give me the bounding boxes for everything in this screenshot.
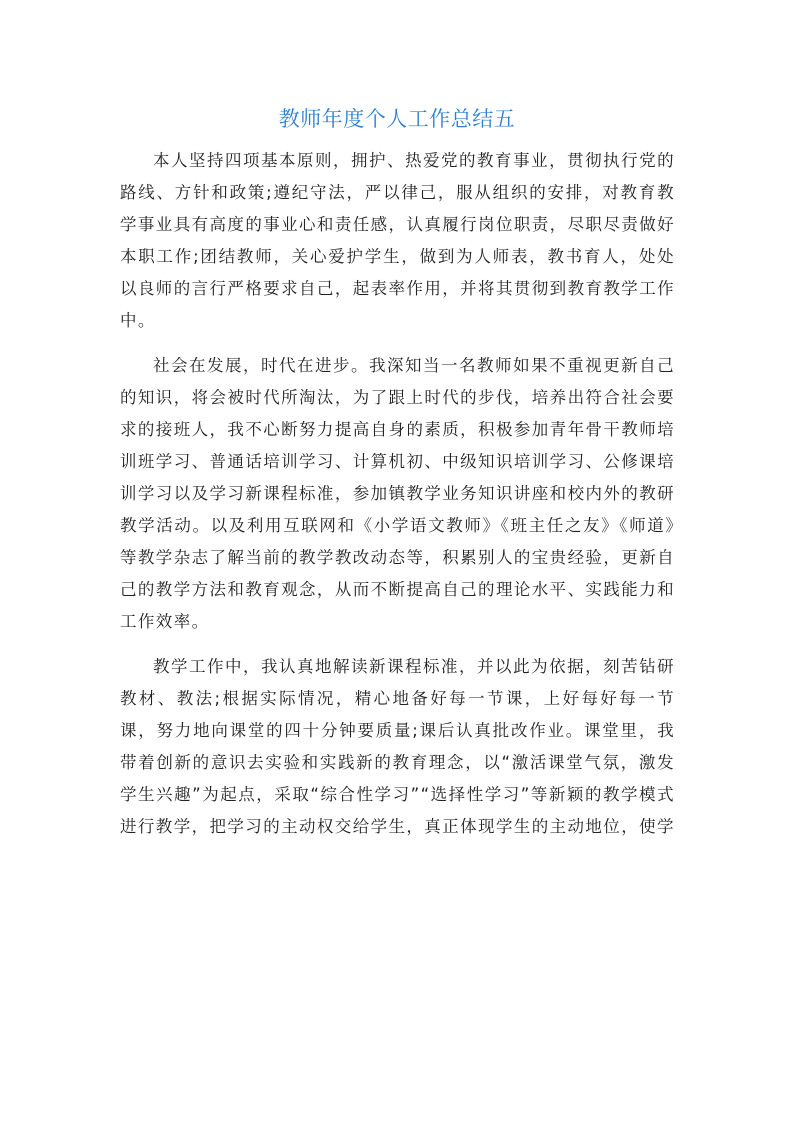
document-body bbox=[120, 145, 675, 856]
paragraph-3: 教学工作中，我认真地解读新课程标准，并以此为依据，刻苦钻研教材、教法;根据实际情况，精心地备好每一节课，上好每好每一节课，努力地向课堂的四十分钟要质量;课后认真批改作业。课堂里，我带着创新的意识去实验和实践新的教育理念，以“激活课堂气氛，激发学生兴趣”为起点，采取“综合性学习”“选择性学习”等新颖的教学模式进行教学，把学习的主动权交给学生，真正体现学生的主动地位，使学 bbox=[120, 657, 675, 836]
paragraph-1: 本人坚持四项基本原则，拥护、热爱党的教育事业，贯彻执行党的路线、方针和政策;遵纪守法，严以律己，服从组织的安排，对教育教学事业具有高度的事业心和责任感，认真履行岗位职责，尽职尽责做好本职工作;团结教师，关心爱护学生，做到为人师表，教书育人，处处以良师的言行严格要求自己，起表率作用，并将其贯彻到教育教学工作中。 bbox=[120, 151, 675, 330]
document-title: 教师年度个人工作总结五 bbox=[278, 107, 516, 131]
paragraph-2: 社会在发展，时代在进步。我深知当一名教师如果不重视更新自己的知识，将会被时代所淘汰，为了跟上时代的步伐，培养出符合社会要求的接班人，我不心断努力提高自身的素质，积极参加青年骨干教师培训班学习、普通话培训学习、计算机初、中级知识培训学习、公修课培训学习以及学习新课程标准，参加镇教学业务知识讲座和校内外的教研教学活动。以及利用互联网和《小学语文教师》《班主任之友》《师道》等教学杂志了解当前的教学教改动态等，积累别人的宝贵经验，更新自己的教学方法和教育观念，从而不断提高自己的理论水平、实践能力和工作效率。 bbox=[120, 356, 675, 631]
